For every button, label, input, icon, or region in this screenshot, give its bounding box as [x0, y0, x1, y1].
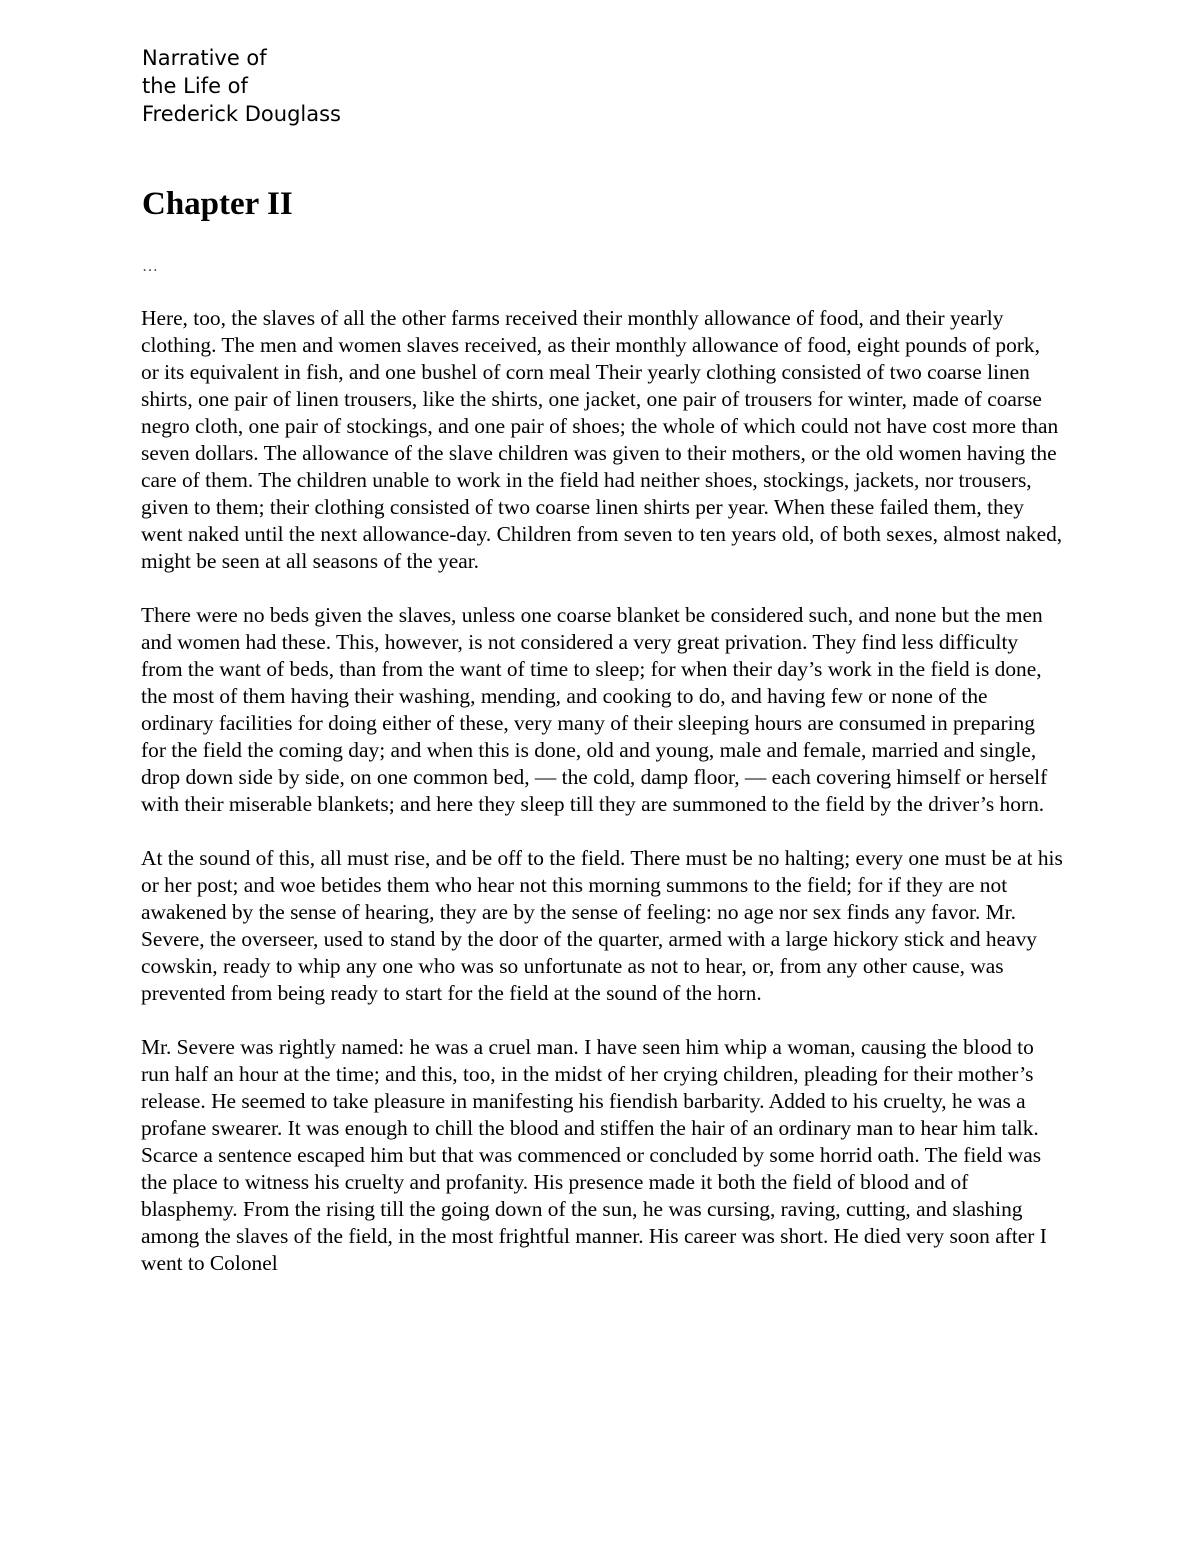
chapter-title: Chapter II [142, 186, 293, 222]
paragraph-1: Here, too, the slaves of all the other farms received their monthly allowance of food, and their yearly clothing. The men and women slaves received, as their monthly allowance of food, eight pounds of pork, or its equivalent in fish, and one bushel of corn meal Their yearly clothing consisted of two coarse linen shirts, one pair of linen trousers, like the shirts, one jacket, one pair of trousers for winter, made of coarse negro cloth, one pair of stockings, and one pair of shoes; the whole of which could not have cost more than seven dollars. The allowance of the slave children was given to their mothers, or the old women having the care of them. The children unable to work in the field had neither shoes, stockings, jackets, nor trousers, given to them; their clothing consisted of two coarse linen shirts per year. When these failed them, they went naked until the next allowance-day. Children from seven to ten years old, of both sexes, almost naked, might be seen at all seasons of the year. [141, 306, 1063, 573]
paragraph-3: At the sound of this, all must rise, and be off to the field. There must be no halting; every one must be at his or her post; and woe betides them who hear not this morning summons to the field; for if they are not awakened by the sense of hearing, they are by the sense of feeling: no age nor sex finds any favor. Mr. Severe, the overseer, used to stand by the door of the quarter, armed with a large hickory stick and heavy cowskin, ready to whip any one who was so unfortunate as not to hear, or, from any other cause, was prevented from being ready to start for the field at the sound of the horn. [141, 846, 1063, 1005]
header-line-1: Narrative of [142, 46, 267, 70]
chapter-body [141, 305, 1063, 1304]
header-line-3: Frederick Douglass [142, 102, 341, 126]
document-header [142, 44, 341, 128]
paragraph-4: Mr. Severe was rightly named: he was a cruel man. I have seen him whip a woman, causing the blood to run half an hour at the time; and this, too, in the midst of her crying children, pleading for their mother’s release. He seemed to take pleasure in manifesting his fiendish barbarity. Added to his cruelty, he was a profane swearer. It was enough to chill the blood and stiffen the hair of an ordinary man to hear him talk. Scarce a sentence escaped him but that was commenced or concluded by some horrid oath. The field was the place to witness his cruelty and profanity. His presence made it both the field of blood and of blasphemy. From the rising till the going down of the sun, he was cursing, raving, cutting, and slashing among the slaves of the field, in the most frightful manner. His career was short. He died very soon after I went to Colonel [141, 1035, 1047, 1275]
header-line-2: the Life of [142, 74, 248, 98]
omission-ellipsis: … [142, 258, 158, 275]
paragraph-2: There were no beds given the slaves, unless one coarse blanket be considered such, and none but the men and women had these. This, however, is not considered a very great privation. They find less difficulty from the want of beds, than from the want of time to sleep; for when their day’s work in the field is done, the most of them having their washing, mending, and cooking to do, and having few or none of the ordinary facilities for doing either of these, very many of their sleeping hours are consumed in preparing for the field the coming day; and when this is done, old and young, male and female, married and single, drop down side by side, on one common bed, — the cold, damp floor, — each covering himself or herself with their miserable blankets; and here they sleep till they are summoned to the field by the driver’s horn. [141, 603, 1048, 816]
